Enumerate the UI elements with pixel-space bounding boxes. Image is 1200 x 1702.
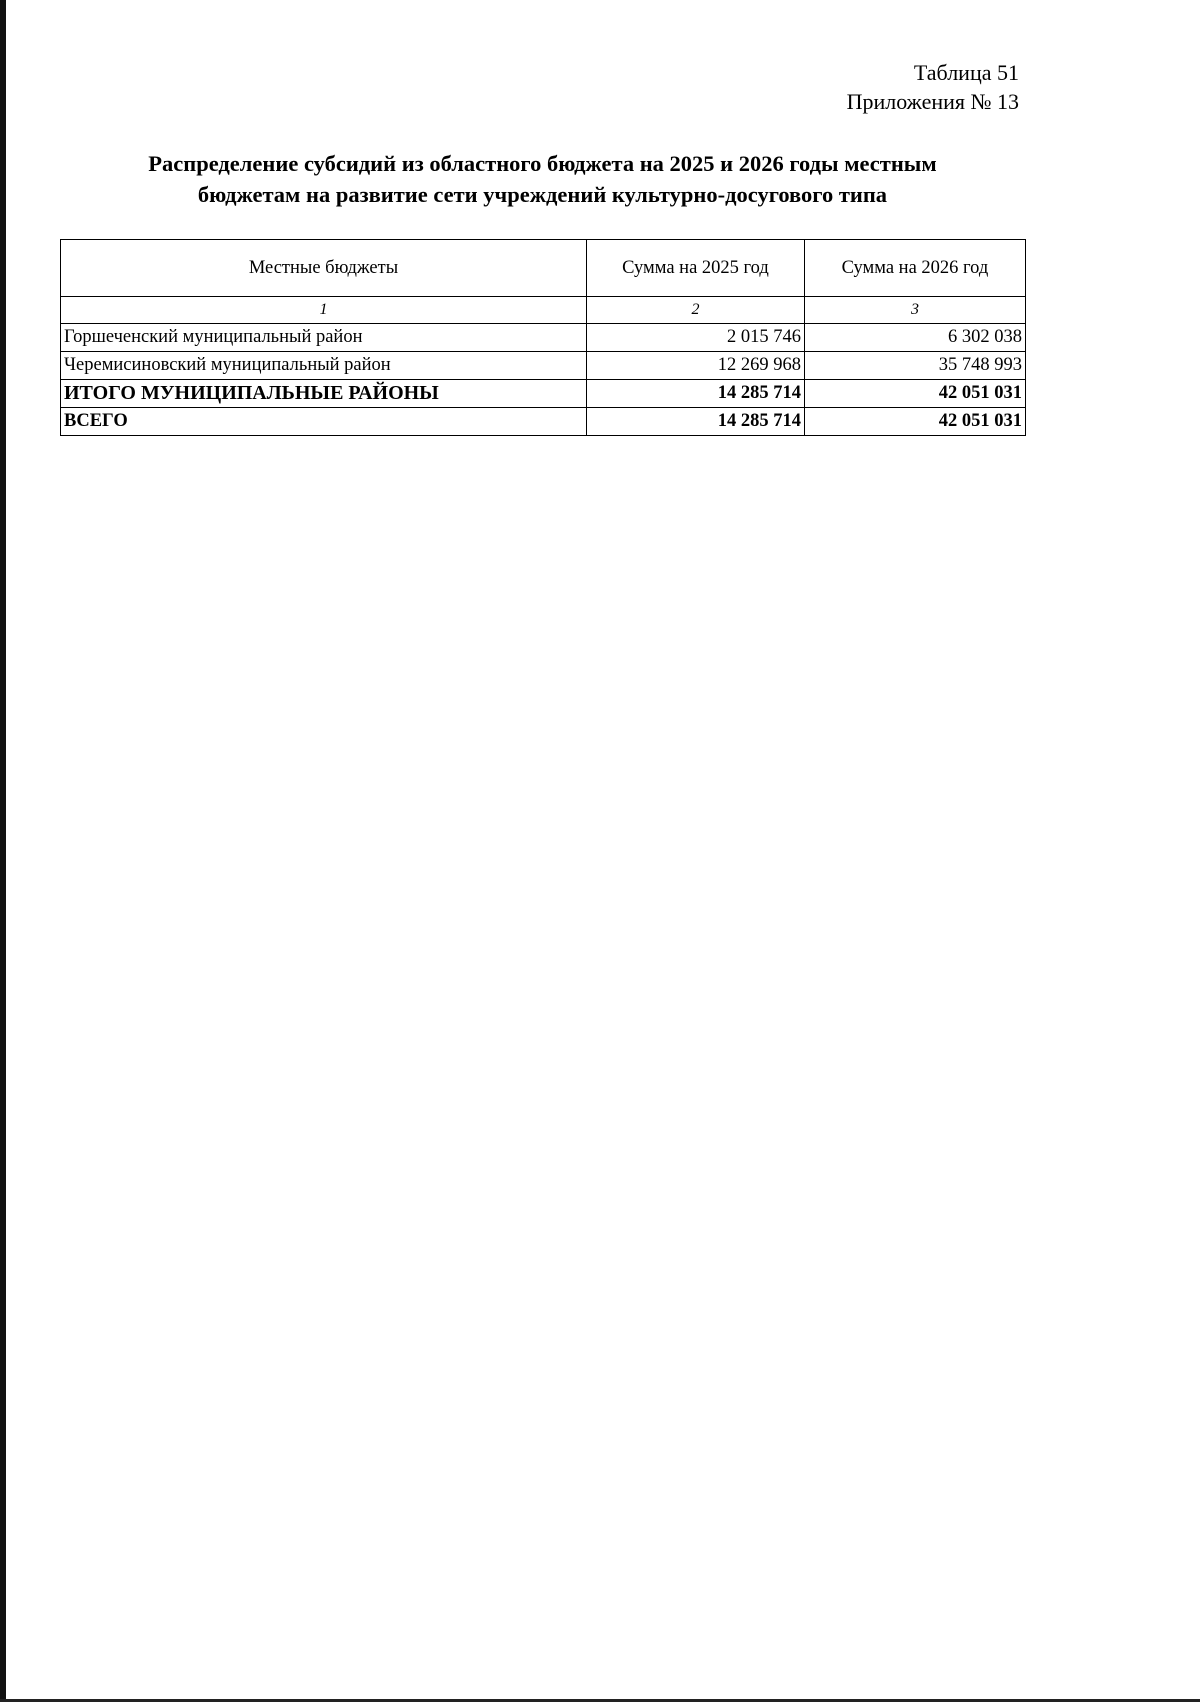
- column-header-local-budgets: Местные бюджеты: [61, 240, 587, 297]
- table-header-row: [61, 240, 1026, 297]
- budget-table: [60, 239, 1026, 436]
- column-number-1: 1: [61, 297, 587, 324]
- row-name: Черемисиновский муниципальный район: [61, 352, 587, 380]
- table-row-total: [61, 408, 1026, 436]
- row-sum-2026: 42 051 031: [805, 380, 1026, 408]
- column-number-3: 3: [805, 297, 1026, 324]
- row-sum-2026: 6 302 038: [805, 324, 1026, 352]
- row-sum-2025: 2 015 746: [587, 324, 805, 352]
- column-header-sum-2026: Сумма на 2026 год: [805, 240, 1026, 297]
- row-name: ВСЕГО: [61, 408, 587, 436]
- row-sum-2026: 35 748 993: [805, 352, 1026, 380]
- row-sum-2025: 14 285 714: [587, 408, 805, 436]
- row-sum-2025: 12 269 968: [587, 352, 805, 380]
- appendix-label: Приложения № 13: [846, 89, 1019, 114]
- page-header: [847, 58, 1019, 116]
- table-row: [61, 352, 1026, 380]
- table-row: [61, 324, 1026, 352]
- row-sum-2025: 14 285 714: [587, 380, 805, 408]
- column-header-sum-2025: Сумма на 2025 год: [587, 240, 805, 297]
- row-name: Горшеченский муниципальный район: [61, 324, 587, 352]
- column-number-2: 2: [587, 297, 805, 324]
- table-row-subtotal: [61, 380, 1026, 408]
- title-line-1: Распределение субсидий из областного бюджета на 2025 и 2026 годы местным: [148, 151, 937, 176]
- row-name: ИТОГО МУНИЦИПАЛЬНЫЕ РАЙОНЫ: [61, 380, 587, 408]
- scan-border-left: [0, 0, 6, 1702]
- row-sum-2026: 42 051 031: [805, 408, 1026, 436]
- column-numbers-row: [61, 297, 1026, 324]
- document-title: [60, 148, 1025, 210]
- table-label: Таблица 51: [913, 60, 1019, 85]
- title-line-2: бюджетам на развитие сети учреждений культурно-досугового типа: [197, 182, 888, 207]
